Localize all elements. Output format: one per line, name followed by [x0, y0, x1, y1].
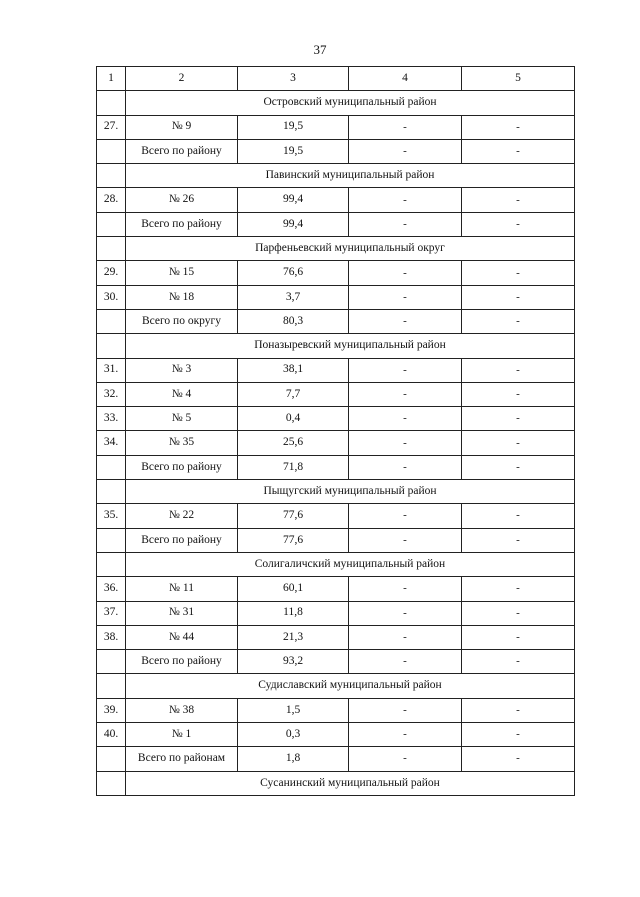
column-5-cell: - [462, 212, 575, 236]
section-title: Островский муниципальный район [126, 91, 575, 115]
section-title: Судиславский муниципальный район [126, 674, 575, 698]
section-row [97, 164, 575, 188]
item-cell: № 9 [126, 115, 238, 139]
column-5-cell: - [462, 747, 575, 771]
column-5-cell: - [462, 382, 575, 406]
item-cell: Всего по районам [126, 747, 238, 771]
value-cell: 19,5 [238, 115, 349, 139]
item-cell: № 15 [126, 261, 238, 285]
table-row [97, 407, 575, 431]
table-row [97, 504, 575, 528]
table-row [97, 188, 575, 212]
row-number-cell [97, 528, 126, 552]
table-row [97, 625, 575, 649]
section-row [97, 552, 575, 576]
column-4-cell: - [349, 747, 462, 771]
table-row [97, 723, 575, 747]
column-5-cell: - [462, 188, 575, 212]
column-5-cell: - [462, 358, 575, 382]
section-title: Поназыревский муниципальный район [126, 334, 575, 358]
value-cell: 0,3 [238, 723, 349, 747]
column-5-cell: - [462, 407, 575, 431]
row-number-cell [97, 212, 126, 236]
header-cell: 1 [97, 67, 126, 91]
table-row [97, 212, 575, 236]
section-title: Пыщугский муниципальный район [126, 480, 575, 504]
row-number-cell: 30. [97, 285, 126, 309]
row-number-cell: 28. [97, 188, 126, 212]
table-row [97, 285, 575, 309]
column-5-cell: - [462, 455, 575, 479]
table-row [97, 577, 575, 601]
item-cell: № 5 [126, 407, 238, 431]
item-cell: № 38 [126, 698, 238, 722]
column-4-cell: - [349, 577, 462, 601]
value-cell: 80,3 [238, 309, 349, 333]
row-number-cell: 40. [97, 723, 126, 747]
column-4-cell: - [349, 261, 462, 285]
row-number-cell: 35. [97, 504, 126, 528]
item-cell: Всего по району [126, 212, 238, 236]
section-title: Парфеньевский муниципальный округ [126, 237, 575, 261]
header-cell: 2 [126, 67, 238, 91]
data-table [96, 66, 575, 796]
column-5-cell: - [462, 431, 575, 455]
table-row [97, 115, 575, 139]
header-row [97, 67, 575, 91]
column-5-cell: - [462, 115, 575, 139]
column-5-cell: - [462, 309, 575, 333]
column-4-cell: - [349, 431, 462, 455]
section-number-cell [97, 480, 126, 504]
item-cell: № 44 [126, 625, 238, 649]
section-row [97, 334, 575, 358]
value-cell: 77,6 [238, 528, 349, 552]
section-row [97, 91, 575, 115]
column-5-cell: - [462, 723, 575, 747]
item-cell: № 35 [126, 431, 238, 455]
value-cell: 11,8 [238, 601, 349, 625]
column-4-cell: - [349, 358, 462, 382]
table-row [97, 431, 575, 455]
value-cell: 25,6 [238, 431, 349, 455]
table-body [97, 67, 575, 796]
row-number-cell: 36. [97, 577, 126, 601]
table-row [97, 528, 575, 552]
column-4-cell: - [349, 407, 462, 431]
table-row [97, 382, 575, 406]
item-cell: Всего по округу [126, 309, 238, 333]
row-number-cell [97, 650, 126, 674]
column-4-cell: - [349, 504, 462, 528]
value-cell: 19,5 [238, 139, 349, 163]
table-row [97, 261, 575, 285]
value-cell: 76,6 [238, 261, 349, 285]
item-cell: № 3 [126, 358, 238, 382]
value-cell: 99,4 [238, 188, 349, 212]
table-row [97, 139, 575, 163]
item-cell: Всего по району [126, 139, 238, 163]
column-5-cell: - [462, 601, 575, 625]
column-4-cell: - [349, 115, 462, 139]
item-cell: № 22 [126, 504, 238, 528]
row-number-cell: 33. [97, 407, 126, 431]
section-number-cell [97, 91, 126, 115]
column-5-cell: - [462, 261, 575, 285]
header-cell: 4 [349, 67, 462, 91]
column-4-cell: - [349, 650, 462, 674]
section-number-cell [97, 237, 126, 261]
table-row [97, 650, 575, 674]
row-number-cell [97, 747, 126, 771]
table-row [97, 747, 575, 771]
row-number-cell: 32. [97, 382, 126, 406]
column-4-cell: - [349, 188, 462, 212]
value-cell: 99,4 [238, 212, 349, 236]
item-cell: № 31 [126, 601, 238, 625]
section-title: Солигаличский муниципальный район [126, 552, 575, 576]
section-number-cell [97, 771, 126, 795]
column-5-cell: - [462, 698, 575, 722]
section-title: Сусанинский муниципальный район [126, 771, 575, 795]
value-cell: 93,2 [238, 650, 349, 674]
value-cell: 1,5 [238, 698, 349, 722]
section-row [97, 771, 575, 795]
section-title: Павинский муниципальный район [126, 164, 575, 188]
row-number-cell: 29. [97, 261, 126, 285]
section-number-cell [97, 334, 126, 358]
item-cell: № 26 [126, 188, 238, 212]
table-row [97, 698, 575, 722]
column-4-cell: - [349, 309, 462, 333]
value-cell: 7,7 [238, 382, 349, 406]
value-cell: 38,1 [238, 358, 349, 382]
page-number: 37 [313, 42, 327, 57]
column-4-cell: - [349, 285, 462, 309]
value-cell: 21,3 [238, 625, 349, 649]
column-5-cell: - [462, 650, 575, 674]
row-number-cell: 38. [97, 625, 126, 649]
table-row [97, 309, 575, 333]
header-cell: 5 [462, 67, 575, 91]
value-cell: 60,1 [238, 577, 349, 601]
item-cell: № 18 [126, 285, 238, 309]
column-5-cell: - [462, 139, 575, 163]
value-cell: 71,8 [238, 455, 349, 479]
column-4-cell: - [349, 601, 462, 625]
item-cell: № 1 [126, 723, 238, 747]
row-number-cell: 31. [97, 358, 126, 382]
column-4-cell: - [349, 625, 462, 649]
column-4-cell: - [349, 139, 462, 163]
section-number-cell [97, 674, 126, 698]
item-cell: Всего по району [126, 455, 238, 479]
section-row [97, 674, 575, 698]
table-row [97, 358, 575, 382]
row-number-cell: 27. [97, 115, 126, 139]
column-4-cell: - [349, 382, 462, 406]
column-4-cell: - [349, 212, 462, 236]
row-number-cell: 37. [97, 601, 126, 625]
column-5-cell: - [462, 625, 575, 649]
column-5-cell: - [462, 285, 575, 309]
item-cell: № 11 [126, 577, 238, 601]
value-cell: 3,7 [238, 285, 349, 309]
column-4-cell: - [349, 528, 462, 552]
column-4-cell: - [349, 698, 462, 722]
item-cell: Всего по району [126, 650, 238, 674]
value-cell: 0,4 [238, 407, 349, 431]
section-row [97, 237, 575, 261]
item-cell: Всего по району [126, 528, 238, 552]
column-5-cell: - [462, 504, 575, 528]
column-5-cell: - [462, 577, 575, 601]
column-5-cell: - [462, 528, 575, 552]
row-number-cell: 39. [97, 698, 126, 722]
row-number-cell [97, 309, 126, 333]
header-cell: 3 [238, 67, 349, 91]
table-row [97, 455, 575, 479]
column-4-cell: - [349, 723, 462, 747]
row-number-cell [97, 139, 126, 163]
value-cell: 77,6 [238, 504, 349, 528]
section-row [97, 480, 575, 504]
row-number-cell: 34. [97, 431, 126, 455]
table-row [97, 601, 575, 625]
section-number-cell [97, 164, 126, 188]
column-4-cell: - [349, 455, 462, 479]
section-number-cell [97, 552, 126, 576]
item-cell: № 4 [126, 382, 238, 406]
row-number-cell [97, 455, 126, 479]
value-cell: 1,8 [238, 747, 349, 771]
